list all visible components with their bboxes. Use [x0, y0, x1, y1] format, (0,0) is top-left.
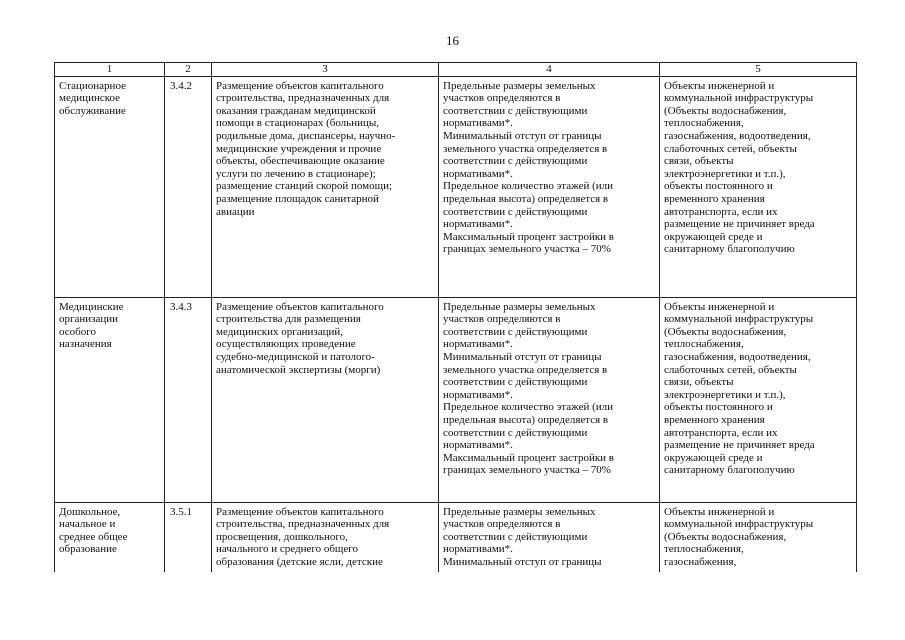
header-row — [55, 63, 857, 77]
auxiliary-uses-cell: Объекты инженерной и коммунальной инфраструктуры (Объекты водоснабжения, теплоснабжения, газоснабжения, водоотведения, слаботочных сетей, объекты связи, объекты электроэнергетики и т.п.), объекты постоянного и временного хранения автотранспорта, если их размещение не причиняет вреда окружающей среде и санитарному благополучию — [660, 76, 857, 297]
parameters-cell: Предельные размеры земельных участков определяются в соответствии с действующими нормативами*. Минимальный отступ от границы — [439, 502, 660, 572]
table-row — [55, 76, 857, 297]
auxiliary-uses-cell: Объекты инженерной и коммунальной инфраструктуры (Объекты водоснабжения, теплоснабжения, газоснабжения, водоотведения, слаботочных сетей, объекты связи, объекты электроэнергетики и т.п.), объекты постоянного и временного хранения автотранспорта, если их размещение не причиняет вреда окружающей среде и санитарному благополучию — [660, 297, 857, 502]
column-header-5: 5 — [660, 63, 857, 77]
column-header-4: 4 — [439, 63, 660, 77]
use-code-cell: 3.4.3 — [165, 297, 212, 502]
column-header-2: 2 — [165, 63, 212, 77]
parameters-cell: Предельные размеры земельных участков определяются в соответствии с действующими нормативами*. Минимальный отступ от границы земельного участка определяется в соответствии с действующими нормативами*. Предельное количество этажей (или предельная высота) определяется в соответствии с действующими нормативами*. Максимальный процент застройки в границах земельного участка – 70% — [439, 76, 660, 297]
parameters-cell: Предельные размеры земельных участков определяются в соответствии с действующими нормативами*. Минимальный отступ от границы земельного участка определяется в соответствии с действующими нормативами*. Предельное количество этажей (или предельная высота) определяется в соответствии с действующими нормативами*. Максимальный процент застройки в границах земельного участка – 70% — [439, 297, 660, 502]
column-header-1: 1 — [55, 63, 165, 77]
use-description-cell: Размещение объектов капитального строительства для размещения медицинских организаций, осуществляющих проведение судебно-медицинской и патолого- анатомической экспертизы (морги) — [212, 297, 439, 502]
use-name-cell: Медицинские организации особого назначения — [55, 297, 165, 502]
use-description-cell: Размещение объектов капитального строительства, предназначенных для просвещения, дошкольного, начального и среднего общего образования (детские ясли, детские — [212, 502, 439, 572]
use-name-cell: Дошкольное, начальное и среднее общее образование — [55, 502, 165, 572]
column-header-3: 3 — [212, 63, 439, 77]
page-number: 16 — [446, 33, 459, 48]
use-name-cell: Стационарное медицинское обслуживание — [55, 76, 165, 297]
table-row — [55, 297, 857, 502]
auxiliary-uses-cell: Объекты инженерной и коммунальной инфраструктуры (Объекты водоснабжения, теплоснабжения, газоснабжения, — [660, 502, 857, 572]
table-row — [55, 502, 857, 572]
use-code-cell: 3.4.2 — [165, 76, 212, 297]
use-description-cell: Размещение объектов капитального строительства, предназначенных для оказания гражданам медицинской помощи в стационарах (больницы, родильные дома, диспансеры, научно- медицинские учреждения и прочие объекты, обеспечивающие оказание услуги по лечению в стационаре); размещение станций скорой помощи; размещение площадок санитарной авиации — [212, 76, 439, 297]
zoning-table — [54, 62, 857, 572]
use-code-cell: 3.5.1 — [165, 502, 212, 572]
